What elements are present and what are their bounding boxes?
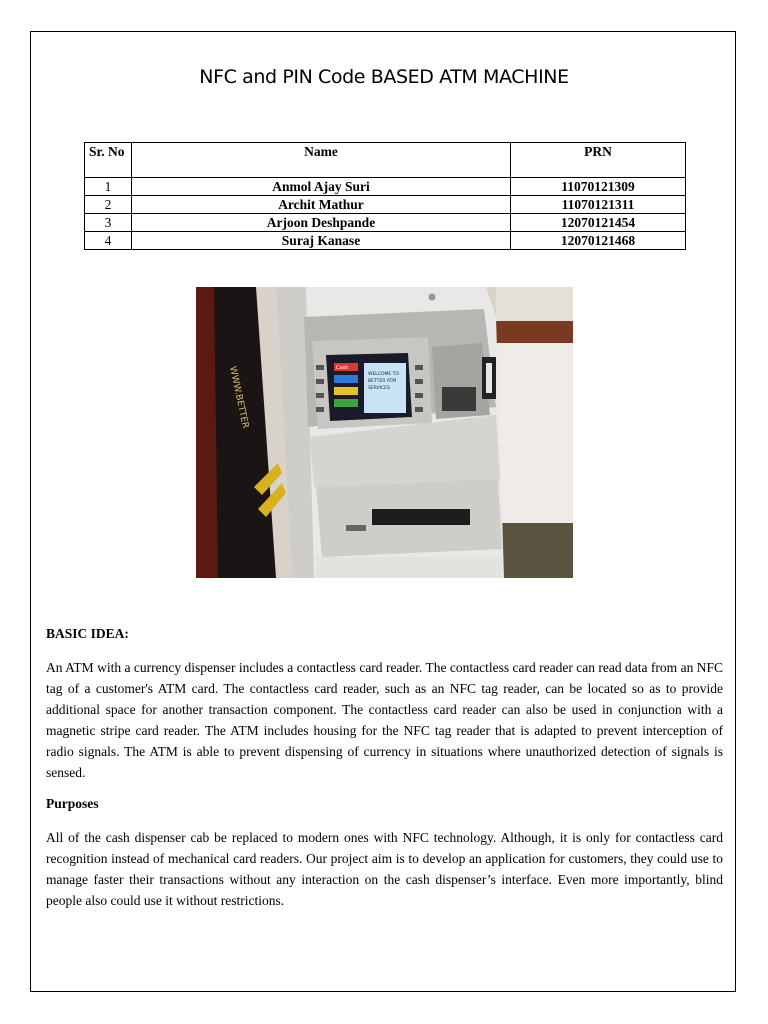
wood-rail	[496, 321, 573, 343]
cash-dispenser-slot	[372, 509, 470, 525]
screen-side-button	[415, 379, 423, 384]
cell-name: Archit Mathur	[132, 196, 511, 214]
banner-text: WWW.BETTER	[227, 365, 250, 430]
table-row	[85, 232, 686, 250]
screen-side-button	[415, 365, 423, 370]
screen-welcome-line: BETTER ATM	[368, 379, 397, 384]
wall-panel	[496, 343, 573, 523]
cell-name: Anmol Ajay Suri	[132, 178, 511, 196]
receipt-slot	[346, 525, 366, 531]
cell-sr: 1	[85, 178, 132, 196]
cell-name: Suraj Kanase	[132, 232, 511, 250]
screen-welcome-line: SERVICES	[368, 386, 390, 391]
keypad	[442, 387, 476, 411]
atm-camera	[429, 294, 436, 301]
cell-prn: 12070121468	[511, 232, 686, 250]
screen-tile-label: Cash	[336, 365, 349, 371]
section-heading-basic-idea: BASIC IDEA:	[46, 626, 129, 641]
screen-tile	[334, 399, 358, 407]
cell-prn: 11070121311	[511, 196, 686, 214]
table-header-row	[85, 143, 686, 178]
cell-sr: 2	[85, 196, 132, 214]
screen-side-button	[316, 393, 324, 398]
section-heading-purposes: Purposes	[46, 796, 99, 811]
screen-side-button	[316, 365, 324, 370]
table-row	[85, 214, 686, 232]
atm-machine-photo	[196, 287, 573, 578]
members-table	[84, 142, 686, 250]
basic-idea-paragraph: An ATM with a currency dispenser includes a contactless card reader. The contactless card reader can read data from an NFC tag of a customer's ATM card. The contactless card reader, such as an NFC tag reader, can be located so as to provide additional space for another transaction component. The contactless card reader can also be used in conjunction with a magnetic stripe card reader. The ATM includes housing for the NFC tag reader that is adapted to prevent interception of radio signals. The ATM is able to prevent dispensing of currency in situations where unauthorized detection of signals is sensed.	[46, 660, 723, 780]
screen-tile	[334, 387, 358, 395]
screen-side-button	[316, 407, 324, 412]
atm-base	[316, 557, 502, 578]
screen-tile	[334, 375, 358, 383]
header-name: Name	[132, 143, 511, 178]
screen-welcome-line: WELCOME TO	[368, 372, 399, 377]
cell-sr: 4	[85, 232, 132, 250]
document-title: NFC and PIN Code BASED ATM MACHINE	[199, 66, 569, 88]
card-reader-slot	[486, 363, 492, 393]
header-sr-no: Sr. No	[85, 143, 132, 178]
cell-name: Arjoon Deshpande	[132, 214, 511, 232]
table-row	[85, 178, 686, 196]
cell-sr: 3	[85, 214, 132, 232]
screen-side-button	[415, 393, 423, 398]
screen-side-button	[415, 407, 423, 412]
header-prn: PRN	[511, 143, 686, 178]
table-row	[85, 196, 686, 214]
cell-prn: 12070121454	[511, 214, 686, 232]
purposes-paragraph: All of the cash dispenser cab be replaced to modern ones with NFC technology. Although, it is only for contactless card recognition instead of mechanical card readers. Our project aim is to develop an application for customers, they could use to manage faster their transactions without any interaction on the cash dispenser’s interface. Even more importantly, blind people also could use it without restrictions.	[46, 830, 723, 908]
screen-side-button	[316, 379, 324, 384]
carpet	[496, 523, 573, 578]
cell-prn: 11070121309	[511, 178, 686, 196]
